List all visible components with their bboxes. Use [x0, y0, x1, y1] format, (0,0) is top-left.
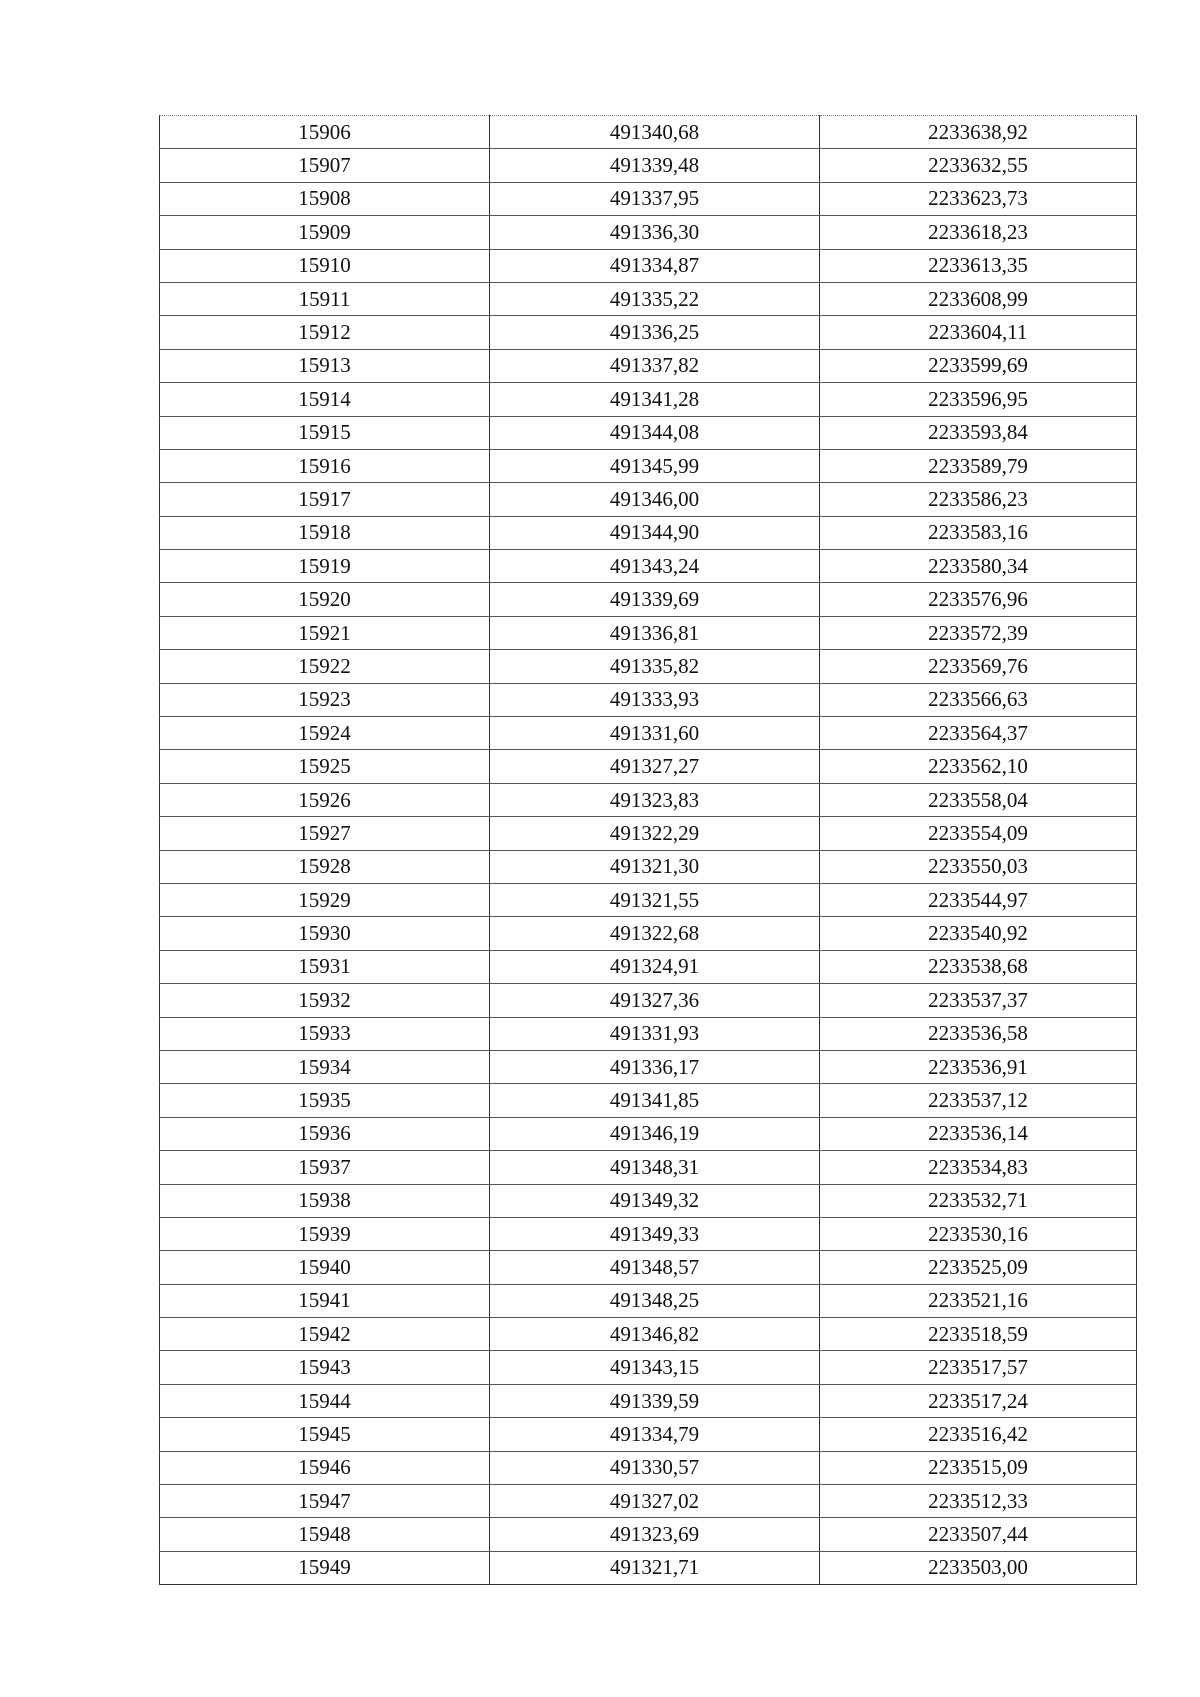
y-coordinate-cell: 2233517,24 — [820, 1384, 1137, 1417]
x-coordinate-cell: 491323,83 — [490, 783, 820, 816]
y-coordinate-cell: 2233562,10 — [820, 750, 1137, 783]
table-row — [160, 249, 1137, 282]
y-coordinate-cell: 2233536,14 — [820, 1117, 1137, 1150]
point-number-cell: 15941 — [160, 1284, 490, 1317]
point-number-cell: 15918 — [160, 516, 490, 549]
point-number-cell: 15920 — [160, 583, 490, 616]
table-row — [160, 950, 1137, 983]
y-coordinate-cell: 2233593,84 — [820, 416, 1137, 449]
y-coordinate-cell: 2233503,00 — [820, 1551, 1137, 1584]
point-number-cell: 15929 — [160, 883, 490, 916]
point-number-cell: 15912 — [160, 316, 490, 349]
x-coordinate-cell: 491341,28 — [490, 383, 820, 416]
y-coordinate-cell: 2233536,58 — [820, 1017, 1137, 1050]
point-number-cell: 15940 — [160, 1251, 490, 1284]
y-coordinate-cell: 2233566,63 — [820, 683, 1137, 716]
table-row — [160, 1284, 1137, 1317]
table-row — [160, 416, 1137, 449]
x-coordinate-cell: 491337,82 — [490, 349, 820, 382]
x-coordinate-cell: 491324,91 — [490, 950, 820, 983]
y-coordinate-cell: 2233632,55 — [820, 149, 1137, 182]
table-row — [160, 583, 1137, 616]
table-row — [160, 1418, 1137, 1451]
point-number-cell: 15913 — [160, 349, 490, 382]
coordinate-table-body — [160, 116, 1137, 1585]
x-coordinate-cell: 491346,82 — [490, 1318, 820, 1351]
point-number-cell: 15906 — [160, 116, 490, 149]
x-coordinate-cell: 491339,59 — [490, 1384, 820, 1417]
y-coordinate-cell: 2233544,97 — [820, 883, 1137, 916]
x-coordinate-cell: 491335,22 — [490, 282, 820, 315]
point-number-cell: 15911 — [160, 282, 490, 315]
x-coordinate-cell: 491335,82 — [490, 650, 820, 683]
point-number-cell: 15938 — [160, 1184, 490, 1217]
y-coordinate-cell: 2233521,16 — [820, 1284, 1137, 1317]
y-coordinate-cell: 2233604,11 — [820, 316, 1137, 349]
table-row — [160, 349, 1137, 382]
table-row — [160, 1451, 1137, 1484]
table-row — [160, 282, 1137, 315]
table-row — [160, 1184, 1137, 1217]
x-coordinate-cell: 491348,25 — [490, 1284, 820, 1317]
x-coordinate-cell: 491348,57 — [490, 1251, 820, 1284]
x-coordinate-cell: 491336,25 — [490, 316, 820, 349]
x-coordinate-cell: 491349,32 — [490, 1184, 820, 1217]
point-number-cell: 15928 — [160, 850, 490, 883]
point-number-cell: 15931 — [160, 950, 490, 983]
y-coordinate-cell: 2233507,44 — [820, 1518, 1137, 1551]
point-number-cell: 15921 — [160, 616, 490, 649]
x-coordinate-cell: 491323,69 — [490, 1518, 820, 1551]
x-coordinate-cell: 491322,68 — [490, 917, 820, 950]
table-row — [160, 116, 1137, 149]
point-number-cell: 15922 — [160, 650, 490, 683]
point-number-cell: 15908 — [160, 182, 490, 215]
point-number-cell: 15907 — [160, 149, 490, 182]
x-coordinate-cell: 491346,00 — [490, 483, 820, 516]
x-coordinate-cell: 491336,30 — [490, 216, 820, 249]
point-number-cell: 15926 — [160, 783, 490, 816]
table-row — [160, 1151, 1137, 1184]
x-coordinate-cell: 491330,57 — [490, 1451, 820, 1484]
y-coordinate-cell: 2233518,59 — [820, 1318, 1137, 1351]
point-number-cell: 15932 — [160, 984, 490, 1017]
table-row — [160, 750, 1137, 783]
table-row — [160, 683, 1137, 716]
x-coordinate-cell: 491343,24 — [490, 550, 820, 583]
y-coordinate-cell: 2233572,39 — [820, 616, 1137, 649]
point-number-cell: 15939 — [160, 1217, 490, 1250]
x-coordinate-cell: 491322,29 — [490, 817, 820, 850]
table-row — [160, 383, 1137, 416]
x-coordinate-cell: 491345,99 — [490, 449, 820, 482]
point-number-cell: 15914 — [160, 383, 490, 416]
x-coordinate-cell: 491348,31 — [490, 1151, 820, 1184]
x-coordinate-cell: 491331,60 — [490, 717, 820, 750]
x-coordinate-cell: 491344,08 — [490, 416, 820, 449]
point-number-cell: 15916 — [160, 449, 490, 482]
table-row — [160, 1318, 1137, 1351]
coordinate-table — [159, 115, 1137, 1585]
table-row — [160, 449, 1137, 482]
x-coordinate-cell: 491336,17 — [490, 1050, 820, 1083]
y-coordinate-cell: 2233536,91 — [820, 1050, 1137, 1083]
point-number-cell: 15949 — [160, 1551, 490, 1584]
y-coordinate-cell: 2233589,79 — [820, 449, 1137, 482]
y-coordinate-cell: 2233596,95 — [820, 383, 1137, 416]
table-row — [160, 984, 1137, 1017]
y-coordinate-cell: 2233537,37 — [820, 984, 1137, 1017]
point-number-cell: 15942 — [160, 1318, 490, 1351]
y-coordinate-cell: 2233558,04 — [820, 783, 1137, 816]
point-number-cell: 15915 — [160, 416, 490, 449]
table-row — [160, 182, 1137, 215]
x-coordinate-cell: 491337,95 — [490, 182, 820, 215]
point-number-cell: 15925 — [160, 750, 490, 783]
y-coordinate-cell: 2233550,03 — [820, 850, 1137, 883]
table-row — [160, 1251, 1137, 1284]
y-coordinate-cell: 2233516,42 — [820, 1418, 1137, 1451]
y-coordinate-cell: 2233540,92 — [820, 917, 1137, 950]
y-coordinate-cell: 2233564,37 — [820, 717, 1137, 750]
point-number-cell: 15930 — [160, 917, 490, 950]
point-number-cell: 15924 — [160, 717, 490, 750]
table-row — [160, 516, 1137, 549]
x-coordinate-cell: 491327,02 — [490, 1485, 820, 1518]
table-row — [160, 917, 1137, 950]
point-number-cell: 15944 — [160, 1384, 490, 1417]
y-coordinate-cell: 2233576,96 — [820, 583, 1137, 616]
y-coordinate-cell: 2233608,99 — [820, 282, 1137, 315]
table-row — [160, 883, 1137, 916]
y-coordinate-cell: 2233515,09 — [820, 1451, 1137, 1484]
point-number-cell: 15933 — [160, 1017, 490, 1050]
x-coordinate-cell: 491334,79 — [490, 1418, 820, 1451]
x-coordinate-cell: 491321,30 — [490, 850, 820, 883]
x-coordinate-cell: 491341,85 — [490, 1084, 820, 1117]
table-row — [160, 1017, 1137, 1050]
point-number-cell: 15927 — [160, 817, 490, 850]
point-number-cell: 15947 — [160, 1485, 490, 1518]
table-row — [160, 1384, 1137, 1417]
point-number-cell: 15945 — [160, 1418, 490, 1451]
point-number-cell: 15934 — [160, 1050, 490, 1083]
y-coordinate-cell: 2233613,35 — [820, 249, 1137, 282]
table-row — [160, 850, 1137, 883]
x-coordinate-cell: 491336,81 — [490, 616, 820, 649]
y-coordinate-cell: 2233638,92 — [820, 116, 1137, 149]
y-coordinate-cell: 2233583,16 — [820, 516, 1137, 549]
point-number-cell: 15946 — [160, 1451, 490, 1484]
y-coordinate-cell: 2233537,12 — [820, 1084, 1137, 1117]
table-row — [160, 616, 1137, 649]
table-row — [160, 149, 1137, 182]
y-coordinate-cell: 2233623,73 — [820, 182, 1137, 215]
point-number-cell: 15937 — [160, 1151, 490, 1184]
x-coordinate-cell: 491343,15 — [490, 1351, 820, 1384]
x-coordinate-cell: 491339,69 — [490, 583, 820, 616]
x-coordinate-cell: 491349,33 — [490, 1217, 820, 1250]
point-number-cell: 15948 — [160, 1518, 490, 1551]
point-number-cell: 15917 — [160, 483, 490, 516]
table-row — [160, 1485, 1137, 1518]
x-coordinate-cell: 491327,27 — [490, 750, 820, 783]
y-coordinate-cell: 2233618,23 — [820, 216, 1137, 249]
y-coordinate-cell: 2233580,34 — [820, 550, 1137, 583]
table-row — [160, 316, 1137, 349]
table-row — [160, 650, 1137, 683]
x-coordinate-cell: 491331,93 — [490, 1017, 820, 1050]
y-coordinate-cell: 2233538,68 — [820, 950, 1137, 983]
y-coordinate-cell: 2233586,23 — [820, 483, 1137, 516]
y-coordinate-cell: 2233599,69 — [820, 349, 1137, 382]
y-coordinate-cell: 2233512,33 — [820, 1485, 1137, 1518]
x-coordinate-cell: 491327,36 — [490, 984, 820, 1017]
x-coordinate-cell: 491321,55 — [490, 883, 820, 916]
x-coordinate-cell: 491333,93 — [490, 683, 820, 716]
x-coordinate-cell: 491321,71 — [490, 1551, 820, 1584]
table-row — [160, 1551, 1137, 1584]
y-coordinate-cell: 2233532,71 — [820, 1184, 1137, 1217]
table-row — [160, 550, 1137, 583]
y-coordinate-cell: 2233517,57 — [820, 1351, 1137, 1384]
x-coordinate-cell: 491346,19 — [490, 1117, 820, 1150]
table-row — [160, 1050, 1137, 1083]
table-row — [160, 717, 1137, 750]
table-row — [160, 483, 1137, 516]
point-number-cell: 15943 — [160, 1351, 490, 1384]
y-coordinate-cell: 2233530,16 — [820, 1217, 1137, 1250]
point-number-cell: 15919 — [160, 550, 490, 583]
y-coordinate-cell: 2233569,76 — [820, 650, 1137, 683]
point-number-cell: 15909 — [160, 216, 490, 249]
document-page — [159, 115, 1136, 1585]
point-number-cell: 15935 — [160, 1084, 490, 1117]
x-coordinate-cell: 491339,48 — [490, 149, 820, 182]
point-number-cell: 15910 — [160, 249, 490, 282]
point-number-cell: 15936 — [160, 1117, 490, 1150]
table-row — [160, 1117, 1137, 1150]
table-row — [160, 783, 1137, 816]
point-number-cell: 15923 — [160, 683, 490, 716]
x-coordinate-cell: 491344,90 — [490, 516, 820, 549]
table-row — [160, 1351, 1137, 1384]
x-coordinate-cell: 491334,87 — [490, 249, 820, 282]
y-coordinate-cell: 2233525,09 — [820, 1251, 1137, 1284]
table-row — [160, 817, 1137, 850]
table-row — [160, 1217, 1137, 1250]
y-coordinate-cell: 2233534,83 — [820, 1151, 1137, 1184]
x-coordinate-cell: 491340,68 — [490, 116, 820, 149]
table-row — [160, 216, 1137, 249]
table-row — [160, 1518, 1137, 1551]
table-row — [160, 1084, 1137, 1117]
y-coordinate-cell: 2233554,09 — [820, 817, 1137, 850]
